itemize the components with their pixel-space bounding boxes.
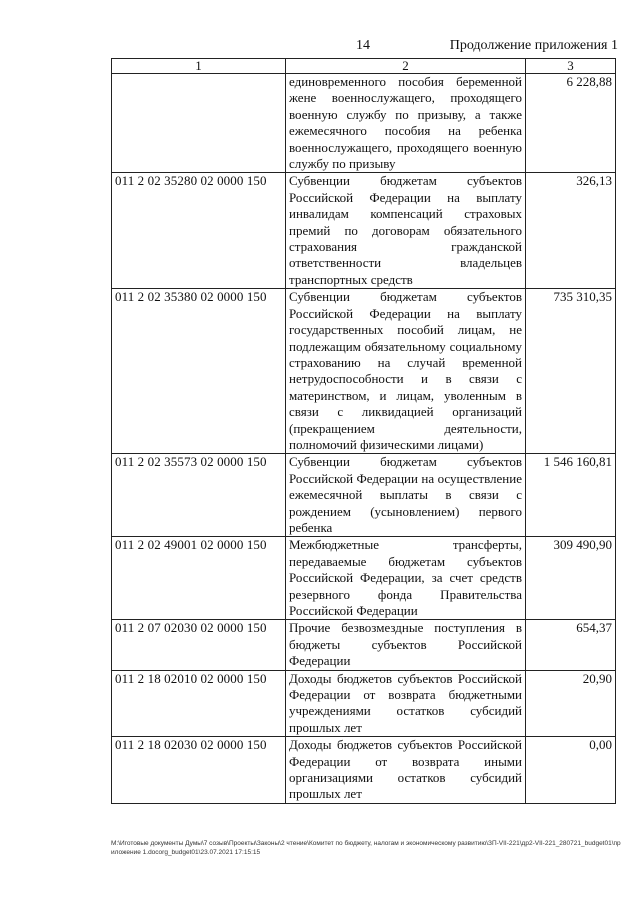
page-number: 14	[356, 38, 370, 53]
row-description: единовременного пособия беременной жене военнослужащего, проходящего военную службу по призыву, а также ежемесячного пособия на ребенка военнослужащего, проходящего военную службу по призыву	[286, 74, 526, 173]
row-amount: 6 228,88	[526, 74, 616, 173]
row-code: 011 2 02 35280 02 0000 150	[112, 173, 286, 289]
row-code: 011 2 02 49001 02 0000 150	[112, 537, 286, 620]
row-description: Прочие безвозмездные поступления в бюджеты субъектов Российской Федерации	[286, 620, 526, 670]
table-row	[112, 670, 616, 737]
table-header-row	[112, 59, 616, 74]
row-code: 011 2 07 02030 02 0000 150	[112, 620, 286, 670]
file-path-footer: М:\Иготовые документы Думы\7 созыв\Проекты\Законы\2 чтение\Комитет по бюджету, налогам и экономическому развитию\ЗП-VII-221\др2-VII-221_280721_budget01\приложение 1.docorg_budget01\23.07.2021 17:15:15	[111, 840, 621, 856]
table-row	[112, 737, 616, 804]
row-description: Субвенции бюджетам субъектов Российской Федерации на выплату государственных пособий лицам, не подлежащим обязательному социальному страхованию на случай временной нетрудоспособности и в связи с материнством, и лицам, уволенным в связи с ликвидацией организаций (прекращением деятельности, полномочий физическими лицами)	[286, 289, 526, 454]
row-code: 011 2 02 35380 02 0000 150	[112, 289, 286, 454]
row-amount: 735 310,35	[526, 289, 616, 454]
table-row	[112, 289, 616, 454]
row-description: Субвенции бюджетам субъектов Российской Федерации на осуществление ежемесячной выплаты в связи с рождением (усыновлением) первого ребенка	[286, 454, 526, 537]
row-code: 011 2 18 02030 02 0000 150	[112, 737, 286, 804]
continuation-heading: Продолжение приложения 1	[449, 38, 618, 53]
budget-table	[111, 58, 616, 804]
row-description: Доходы бюджетов субъектов Российской Федерации от возврата бюджетными учреждениями остатков субсидий прошлых лет	[286, 670, 526, 737]
table-row	[112, 173, 616, 289]
table-row	[112, 74, 616, 173]
row-code: 011 2 02 35573 02 0000 150	[112, 454, 286, 537]
row-amount: 0,00	[526, 737, 616, 804]
table-row	[112, 454, 616, 537]
column-header-1: 1	[112, 59, 286, 74]
column-header-3: 3	[526, 59, 616, 74]
row-code	[112, 74, 286, 173]
row-amount: 20,90	[526, 670, 616, 737]
row-amount: 654,37	[526, 620, 616, 670]
row-amount: 1 546 160,81	[526, 454, 616, 537]
row-amount: 326,13	[526, 173, 616, 289]
row-description: Доходы бюджетов субъектов Российской Федерации от возврата иными организациями остатков субсидий прошлых лет	[286, 737, 526, 804]
row-description: Межбюджетные трансферты, передаваемые бюджетам субъектов Российской Федерации, за счет средств резервного фонда Правительства Российской Федерации	[286, 537, 526, 620]
row-description: Субвенции бюджетам субъектов Российской Федерации на выплату инвалидам компенсаций страховых премий по договорам обязательного страхования гражданской ответственности владельцев транспортных средств	[286, 173, 526, 289]
column-header-2: 2	[286, 59, 526, 74]
table-row	[112, 620, 616, 670]
table-row	[112, 537, 616, 620]
row-code: 011 2 18 02010 02 0000 150	[112, 670, 286, 737]
row-amount: 309 490,90	[526, 537, 616, 620]
